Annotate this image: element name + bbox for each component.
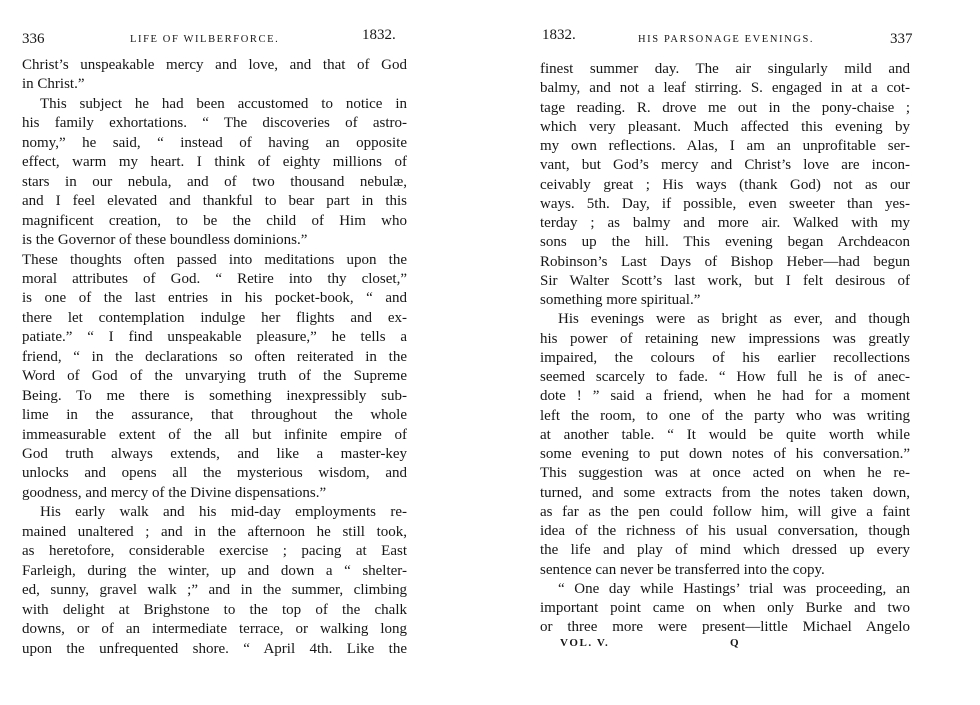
text-line: His early walk and his mid-day employments re- (40, 504, 407, 521)
right-running-header (490, 26, 980, 48)
text-line: in Christ.” (22, 76, 85, 93)
text-line: terday ; as balmy and more air. Walked with my (540, 215, 910, 231)
right-page-number: 337 (890, 31, 913, 47)
text-line: effect, warm my heart. I think of eighty millions of (22, 154, 407, 171)
text-line: magnificent creation, to be the child of Him who (22, 212, 407, 229)
left-page-number: 336 (22, 31, 45, 47)
text-line: tage reading. R. drove me out in the pony-chaise ; (540, 99, 910, 116)
text-line: the life and play of mind which dressed up every (540, 542, 910, 559)
text-line: seemed scarcely to fade. “ How full he is of anec- (540, 369, 910, 385)
text-line: some evening to put down notes of his conversation.” (540, 446, 910, 462)
text-line: idea of the richness of his usual conversation, though (540, 523, 910, 539)
text-line: dote ! ” said a friend, when he had for a moment (540, 388, 910, 405)
right-running-title: HIS PARSONAGE EVENINGS. (638, 34, 815, 45)
text-line: moral attributes of God. “ Retire into thy closet,” (22, 270, 407, 287)
left-running-header (0, 26, 490, 48)
text-line: goodness, and mercy of the Divine dispensations.” (22, 484, 327, 501)
text-line: at another table. “ It would be quite worth while (540, 426, 910, 443)
text-line: Word of God of the unvarying truth of the Supreme (22, 368, 407, 385)
text-line: is the Governor of these boundless dominions.” (22, 232, 308, 249)
text-line: His evenings were as bright as ever, and though (558, 311, 910, 328)
text-line: This subject he had been accustomed to notice in (40, 95, 407, 112)
text-line: mained unaltered ; and in the afternoon he still took, (22, 523, 407, 540)
text-line: as heretofore, considerable exercise ; pacing at East (22, 543, 407, 560)
text-line: and I feel elevated and thankful to bear part in this (22, 193, 407, 210)
text-line: my own reflections. Alas, I am an unprofitable ser- (540, 138, 910, 154)
text-line: his family exhortations. “ The discoveries of astro- (22, 115, 407, 132)
text-line: is one of the last entries in his pocket-book, “ and (22, 290, 407, 307)
text-line: his power of retaining new impressions was greatly (540, 330, 910, 347)
text-line: vant, but God’s mercy and Christ’s love are incon- (540, 157, 910, 174)
footer-volume: VOL. V. (560, 637, 610, 649)
text-line: finest summer day. The air singularly mild and (540, 61, 910, 77)
right-page (490, 0, 980, 705)
text-line: there let contemplation indulge her flights and ex- (22, 309, 407, 326)
right-year: 1832. (542, 27, 576, 43)
text-line: ways. 5th. Day, if possible, even sweeter than yes- (540, 195, 910, 212)
text-line: ceivably great ; His ways (thank God) not as our (540, 176, 910, 193)
text-line: This suggestion was at once acted on when he re- (540, 465, 910, 482)
text-line: which very pleasant. Much affected this evening by (540, 118, 910, 135)
text-line: friend, “ in the declarations so often reiterated in the (22, 348, 407, 365)
text-line: ed, sunny, gravel walk ;” and in the summer, climbing (22, 582, 407, 599)
text-line: sentence can never be transferred into the copy. (540, 561, 825, 578)
text-line: with delight at Brighstone to the top of the chalk (22, 601, 407, 618)
text-line: or three more were present—little Michael Angelo (540, 619, 910, 636)
text-line: immeasurable extent of the all but infinite empire of (22, 426, 407, 443)
text-line: turned, and some extracts from the notes taken down, (540, 484, 910, 501)
text-line: “ One day while Hastings’ trial was proceeding, an (558, 580, 910, 597)
text-line: stars in our nebula, and of two thousand nebulæ, (22, 173, 407, 190)
text-line: Being. To me there is something inexpressibly sub- (22, 387, 407, 404)
text-line: Sir Walter Scott’s last work, but I felt desirous of (540, 272, 910, 289)
text-line: God truth always extends, and like a master-key (22, 446, 407, 462)
text-line: Robinson’s Last Days of Bishop Heber—had begun (540, 253, 910, 270)
text-line: downs, or of an intermediate terrace, or walking long (22, 621, 407, 638)
text-line: Christ’s unspeakable mercy and love, and that of God (22, 57, 407, 73)
footer-signature: Q (730, 637, 741, 649)
text-line: impaired, the colours of his earlier recollections (540, 349, 910, 366)
text-line: left the room, to one of the party who was writing (540, 407, 910, 424)
left-year: 1832. (362, 27, 396, 43)
text-line: patiate.” “ I find unspeakable pleasure,” he tells a (22, 329, 407, 346)
text-line: These thoughts often passed into meditations upon the (22, 251, 407, 268)
text-line: lime in the assurance, that throughout the whole (22, 407, 407, 424)
text-line: upon the unfrequented shore. “ April 4th. Like the (22, 640, 407, 657)
text-line: Farleigh, during the winter, up and down a “ shelter- (22, 562, 407, 579)
text-line: something more spiritual.” (540, 292, 701, 308)
text-line: important point came on when only Burke and two (540, 600, 910, 616)
left-running-title: LIFE OF WILBERFORCE. (130, 34, 280, 45)
text-line: sons up the hill. This evening began Archdeacon (540, 234, 910, 251)
text-line: as far as the pen could follow him, will give a faint (540, 503, 910, 520)
text-line: balmy, and not a leaf stirring. S. engaged in at a cot- (540, 80, 910, 97)
text-line: nomy,” he said, “ instead of having an opposite (22, 134, 407, 151)
text-line: unlocks and opens all the mysterious wisdom, and (22, 465, 407, 482)
